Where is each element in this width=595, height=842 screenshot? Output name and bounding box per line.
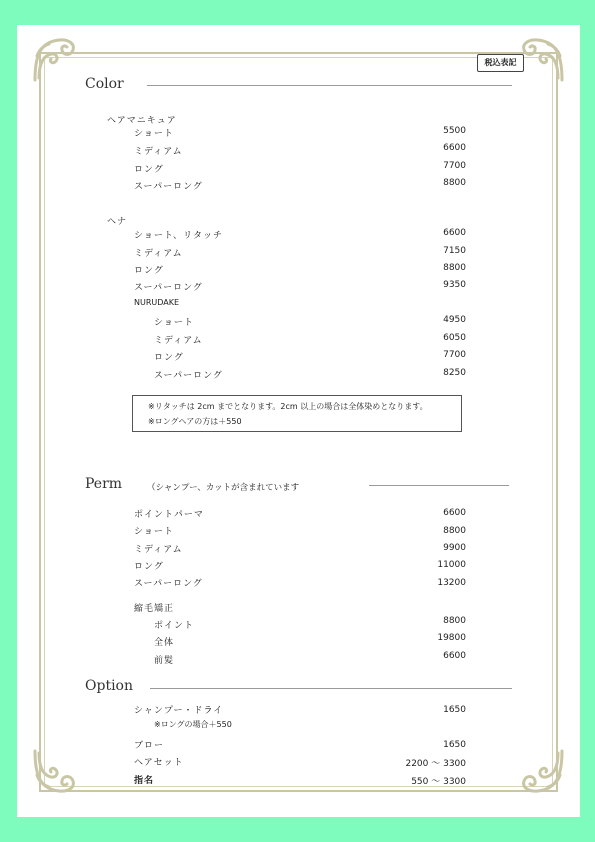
ornament-corner-icon: [29, 34, 79, 84]
menu-item-price: 8800: [443, 616, 466, 626]
menu-item-name: ポイントパーマ: [134, 510, 204, 520]
menu-item-price: 7700: [443, 350, 466, 360]
menu-item-name: 指名: [134, 776, 155, 786]
menu-item-note: ※ロングの場合＋550: [154, 720, 232, 729]
menu-item-name: ミディアム: [134, 545, 183, 555]
section-title-perm: Perm: [85, 476, 123, 492]
menu-item-name: 全体: [154, 638, 175, 648]
menu-item-price: 8800: [443, 263, 466, 273]
menu-item-name: ポイント: [154, 621, 195, 631]
menu-item-price: 2200 ～ 3300: [405, 759, 466, 769]
ornament-corner-icon: [518, 34, 568, 84]
note-text: ※ロングヘアの方は＋550: [148, 417, 242, 426]
menu-item-name: ミディアム: [154, 336, 203, 346]
menu-item-price: 5500: [443, 126, 466, 136]
footer-salon-name: Hair Salon olio: [263, 800, 332, 810]
menu-item-name: ロング: [154, 353, 184, 363]
category-heading: ヘアマニキュア: [107, 116, 177, 126]
menu-item-name: ロング: [134, 562, 164, 572]
menu-item-name: ロング: [134, 266, 164, 276]
menu-item-name: ミディアム: [134, 147, 183, 157]
menu-item-price: 6600: [443, 651, 466, 661]
menu-item-price: 1650: [443, 740, 466, 750]
menu-item-price: 13200: [437, 578, 466, 588]
section-rule: [150, 688, 512, 689]
section-title-option: Option: [85, 678, 133, 694]
menu-item-name: ショート: [134, 527, 174, 537]
section-title-color: Color: [85, 76, 124, 92]
menu-sheet: [17, 25, 580, 817]
menu-item-price: 6050: [443, 333, 466, 343]
menu-item-price: 11000: [437, 560, 466, 570]
section-rule: [369, 485, 509, 486]
menu-item-name: スーパーロング: [134, 579, 203, 589]
menu-item-name: 前髪: [154, 656, 175, 666]
note-text: ※リタッチは 2cm までとなります。2cm 以上の場合は全体染めとなります。: [148, 402, 428, 411]
menu-item-name: スーパーロング: [154, 371, 223, 381]
menu-item-price: 8800: [443, 526, 466, 536]
menu-item-price: 4950: [443, 315, 466, 325]
menu-item-price: 8800: [443, 178, 466, 188]
menu-item-name: ヘアセット: [134, 758, 184, 768]
menu-item-price: 1650: [443, 705, 466, 715]
menu-item-price: 7700: [443, 161, 466, 171]
menu-item-name: ショート: [134, 129, 174, 139]
menu-item-price: 6600: [443, 143, 466, 153]
ornament-corner-icon: [29, 747, 79, 797]
menu-item-name: ショート、リタッチ: [134, 231, 224, 241]
menu-item-price: 9900: [443, 543, 466, 553]
sub-category-heading: NURUDAKE: [134, 298, 180, 307]
menu-item-price: 6600: [443, 228, 466, 238]
menu-item-name: ブロー: [134, 741, 165, 751]
menu-item-price: 7150: [443, 246, 466, 256]
section-subtitle: （シャンプー、カットが含まれています: [147, 483, 300, 493]
category-heading: 縮毛矯正: [134, 604, 175, 614]
ornament-corner-icon: [518, 747, 568, 797]
menu-item-name: ショート: [154, 318, 194, 328]
category-heading: ヘナ: [107, 217, 128, 227]
tax-included-badge: 税込表記: [477, 54, 524, 72]
menu-item-name: ミディアム: [134, 249, 183, 259]
menu-item-price: 6600: [443, 508, 466, 518]
menu-item-name: スーパーロング: [134, 283, 203, 293]
menu-item-price: 9350: [443, 280, 466, 290]
section-rule: [147, 85, 512, 86]
menu-item-price: 550 ～ 3300: [411, 777, 466, 787]
menu-item-name: ロング: [134, 165, 164, 175]
menu-item-price: 8250: [443, 368, 466, 378]
menu-item-name: シャンプー・ドライ: [134, 706, 224, 716]
menu-item-price: 19800: [437, 633, 466, 643]
menu-item-name: スーパーロング: [134, 182, 203, 192]
